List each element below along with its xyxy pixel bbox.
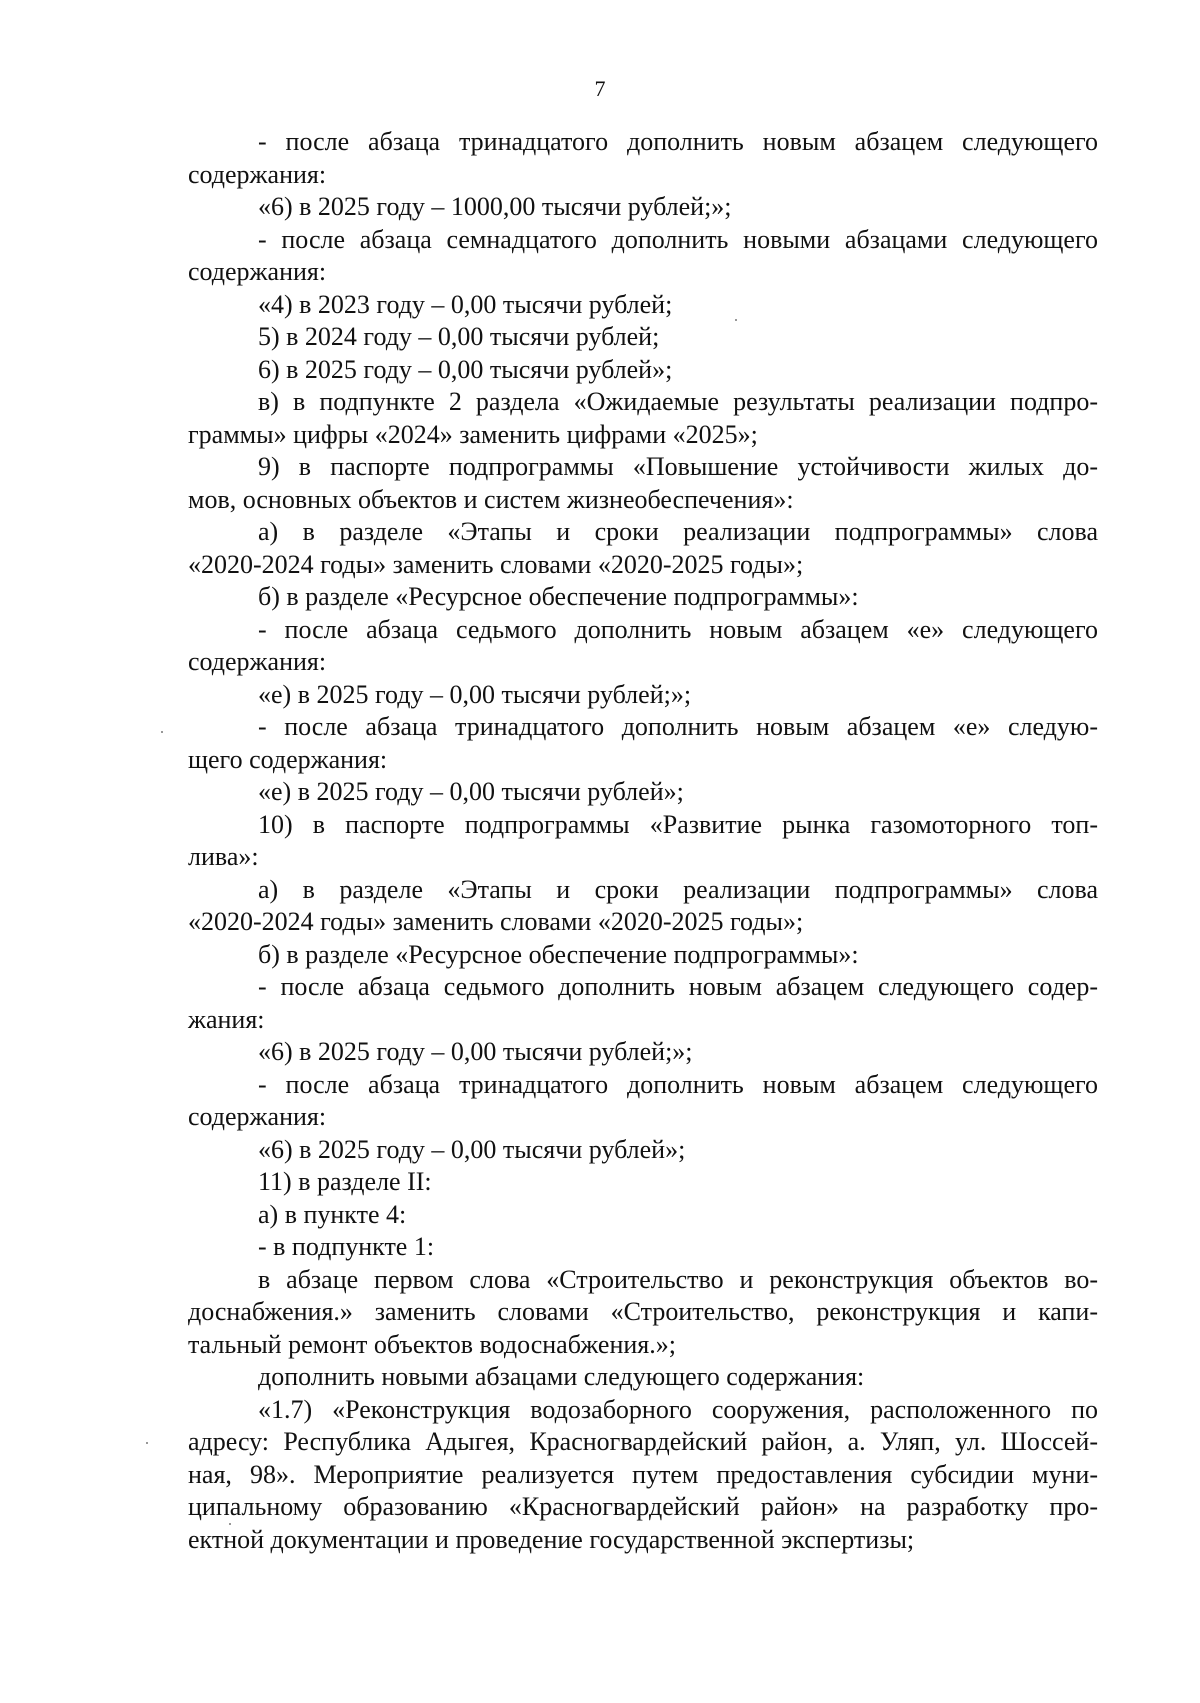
text-line: содержания:	[188, 647, 327, 676]
text-line: тальный ремонт объектов водоснабжения.»;	[188, 1329, 676, 1359]
text-line: 9) в паспорте подпрограммы «Повышение устойчивости жилых до-	[258, 452, 1098, 481]
text-line: - после абзаца тринадцатого дополнить новым абзацем следующего	[258, 1069, 1098, 1099]
text-line: «е) в 2025 году – 0,00 тысячи рублей;»;	[258, 679, 692, 709]
text-line: 6) в 2025 году – 0,00 тысячи рублей»;	[258, 354, 673, 384]
text-line: а) в пункте 4:	[258, 1199, 407, 1229]
text-line: содержания:	[188, 159, 327, 189]
text-line: - после абзаца седьмого дополнить новым абзацем следующего содер-	[258, 972, 1098, 1001]
text-line: мов, основных объектов и систем жизнеобеспечения»:	[188, 484, 794, 514]
scan-speck	[161, 731, 163, 733]
text-line: 5) в 2024 году – 0,00 тысячи рублей;	[258, 322, 660, 351]
text-line: - после абзаца тринадцатого дополнить новым абзацем «е» следую-	[258, 712, 1098, 741]
text-line: жания:	[188, 1004, 265, 1034]
text-line: «6) в 2025 году – 0,00 тысячи рублей»;	[258, 1134, 686, 1164]
scan-speck	[229, 1523, 231, 1525]
page-number: 7	[594, 76, 606, 101]
text-line: б) в разделе «Ресурсное обеспечение подпрограммы»:	[258, 939, 859, 969]
text-line: - после абзаца седьмого дополнить новым абзацем «е» следующего	[258, 614, 1098, 644]
document-body	[188, 126, 1098, 1556]
text-line: «2020-2024 годы» заменить словами «2020-2025 годы»;	[188, 907, 804, 936]
scan-speck	[735, 319, 737, 321]
text-line: доснабжения.» заменить словами «Строительство, реконструкция и капи-	[188, 1297, 1098, 1326]
text-line: «1.7) «Реконструкция водозаборного сооружения, расположенного по	[258, 1394, 1098, 1424]
text-line: а) в разделе «Этапы и сроки реализации подпрограммы» слова	[258, 517, 1098, 546]
text-line: 10) в паспорте подпрограммы «Развитие рынка газомоторного топ-	[258, 809, 1098, 839]
text-line: граммы» цифры «2024» заменить цифрами «2025»;	[188, 419, 758, 449]
text-line: содержания:	[188, 257, 327, 286]
text-line: - в подпункте 1:	[258, 1232, 435, 1261]
text-line: - после абзаца тринадцатого дополнить новым абзацем следующего	[258, 127, 1098, 156]
text-line: адресу: Республика Адыгея, Красногвардейский район, а. Уляп, ул. Шоссей-	[188, 1427, 1098, 1456]
text-line: дополнить новыми абзацами следующего содержания:	[258, 1362, 865, 1391]
text-line: 11) в разделе II:	[258, 1167, 432, 1196]
text-line: а) в разделе «Этапы и сроки реализации подпрограммы» слова	[258, 874, 1098, 904]
text-line: «е) в 2025 году – 0,00 тысячи рублей»;	[258, 777, 684, 806]
text-line: - после абзаца семнадцатого дополнить новыми абзацами следующего	[258, 224, 1098, 254]
text-line: «6) в 2025 году – 1000,00 тысячи рублей;»;	[258, 192, 732, 221]
text-line: б) в разделе «Ресурсное обеспечение подпрограммы»:	[258, 582, 859, 611]
text-line: «2020-2024 годы» заменить словами «2020-2025 годы»;	[188, 549, 804, 579]
text-line: ектной документации и проведение государственной экспертизы;	[188, 1524, 915, 1554]
text-line: «4) в 2023 году – 0,00 тысячи рублей;	[258, 289, 673, 319]
text-line: содержания:	[188, 1102, 327, 1131]
scan-speck	[146, 1442, 148, 1444]
text-line: лива»:	[188, 842, 259, 871]
text-line: ципальному образованию «Красногвардейский район» на разработку про-	[188, 1492, 1098, 1521]
text-line: в) в подпункте 2 раздела «Ожидаемые результаты реализации подпро-	[258, 387, 1098, 416]
text-line: ная, 98». Мероприятие реализуется путем предоставления субсидии муни-	[188, 1459, 1098, 1489]
text-line: щего содержания:	[188, 744, 388, 774]
text-line: «6) в 2025 году – 0,00 тысячи рублей;»;	[258, 1037, 693, 1066]
text-line: в абзаце первом слова «Строительство и реконструкция объектов во-	[258, 1264, 1098, 1294]
